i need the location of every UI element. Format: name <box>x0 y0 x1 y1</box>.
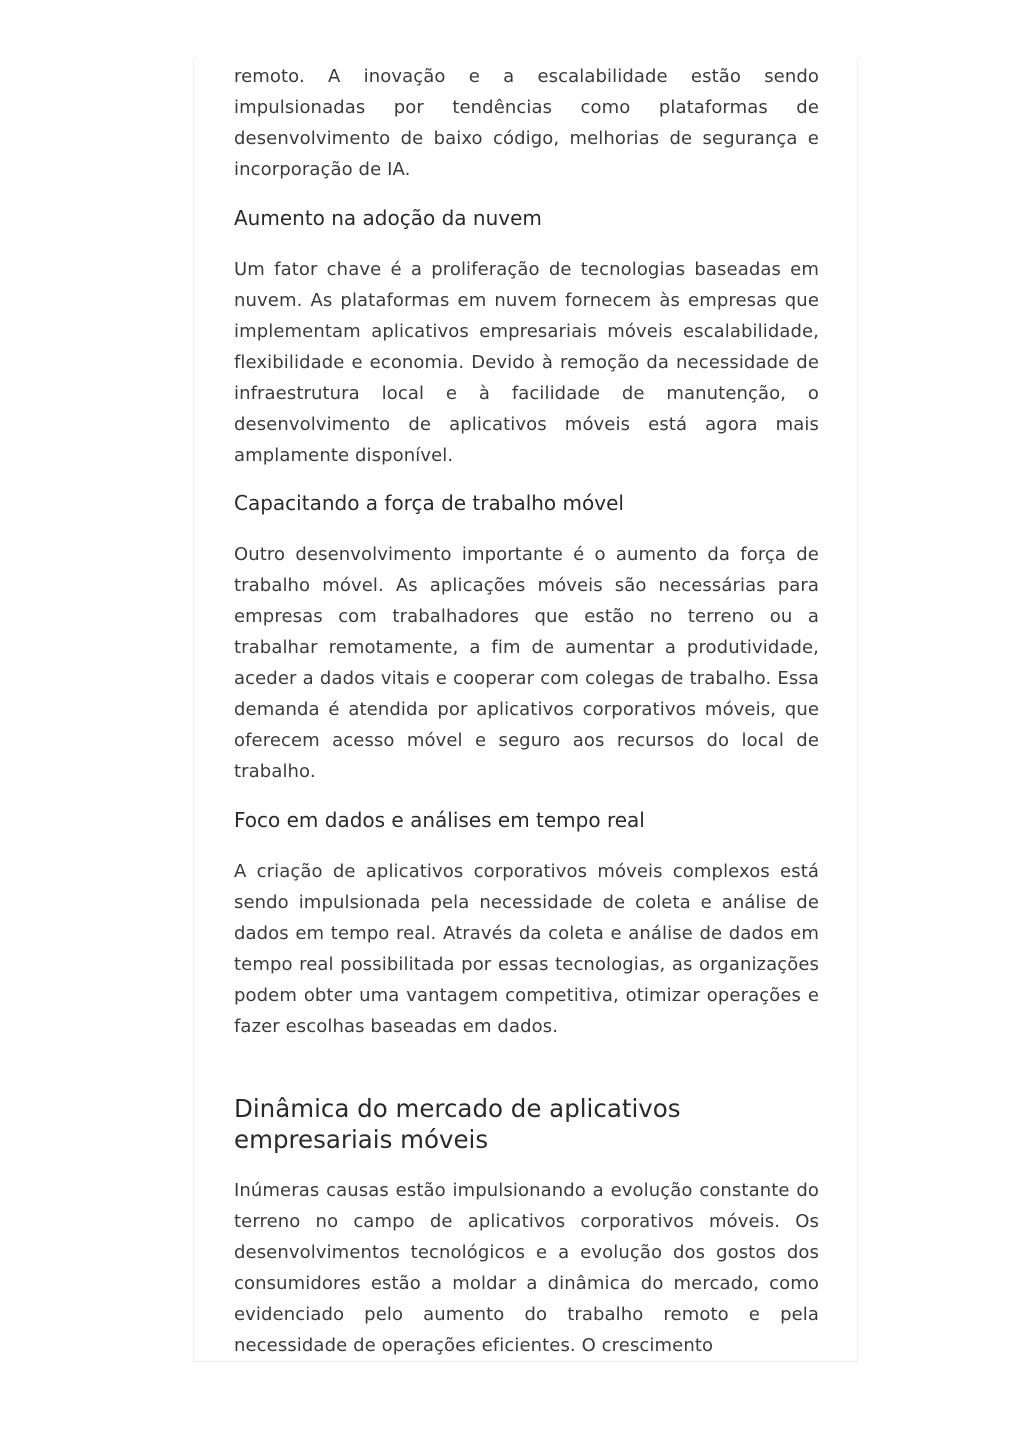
section-paragraph-mobile-workforce: Outro desenvolvimento importante é o aumento da força de trabalho móvel. As aplicações móveis são necessárias para empresas com trabalhadores que estão no terreno ou a trabalhar remotamente, a fim de aumentar a produtividade, aceder a dados vitais e cooperar com colegas de trabalho. Essa demanda é atendida por aplicativos corporativos móveis, que oferecem acesso móvel e seguro aos recursos do local de trabalho. <box>234 544 819 782</box>
section-heading-mobile-workforce: Capacitando a força de trabalho móvel <box>234 491 624 515</box>
main-heading-market-dynamics: Dinâmica do mercado de aplicativos empresariais móveis <box>234 1094 681 1154</box>
intro-paragraph: remoto. A inovação e a escalabilidade estão sendo impulsionadas por tendências como plataformas de desenvolvimento de baixo código, melhorias de segurança e incorporação de IA. <box>234 66 819 180</box>
document-page <box>193 60 858 1362</box>
section-paragraph-real-time-data: A criação de aplicativos corporativos móveis complexos está sendo impulsionada pela necessidade de coleta e análise de dados em tempo real. Através da coleta e análise de dados em tempo real possibilitada por essas tecnologias, as organizações podem obter uma vantagem competitiva, otimizar operações e fazer escolhas baseadas em dados. <box>234 861 819 1037</box>
section-heading-real-time-data: Foco em dados e análises em tempo real <box>234 808 645 832</box>
section-heading-cloud-adoption: Aumento na adoção da nuvem <box>234 206 542 230</box>
final-paragraph: Inúmeras causas estão impulsionando a evolução constante do terreno no campo de aplicativos corporativos móveis. Os desenvolvimentos tecnológicos e a evolução dos gostos dos consumidores estão a moldar a dinâmica do mercado, como evidenciado pelo aumento do trabalho remoto e pela necessidade de operações eficientes. O crescimento <box>234 1180 819 1356</box>
section-paragraph-cloud-adoption: Um fator chave é a proliferação de tecnologias baseadas em nuvem. As plataformas em nuvem fornecem às empresas que implementam aplicativos empresariais móveis escalabilidade, flexibilidade e economia. Devido à remoção da necessidade de infraestrutura local e à facilidade de manutenção, o desenvolvimento de aplicativos móveis está agora mais amplamente disponível. <box>234 259 819 466</box>
